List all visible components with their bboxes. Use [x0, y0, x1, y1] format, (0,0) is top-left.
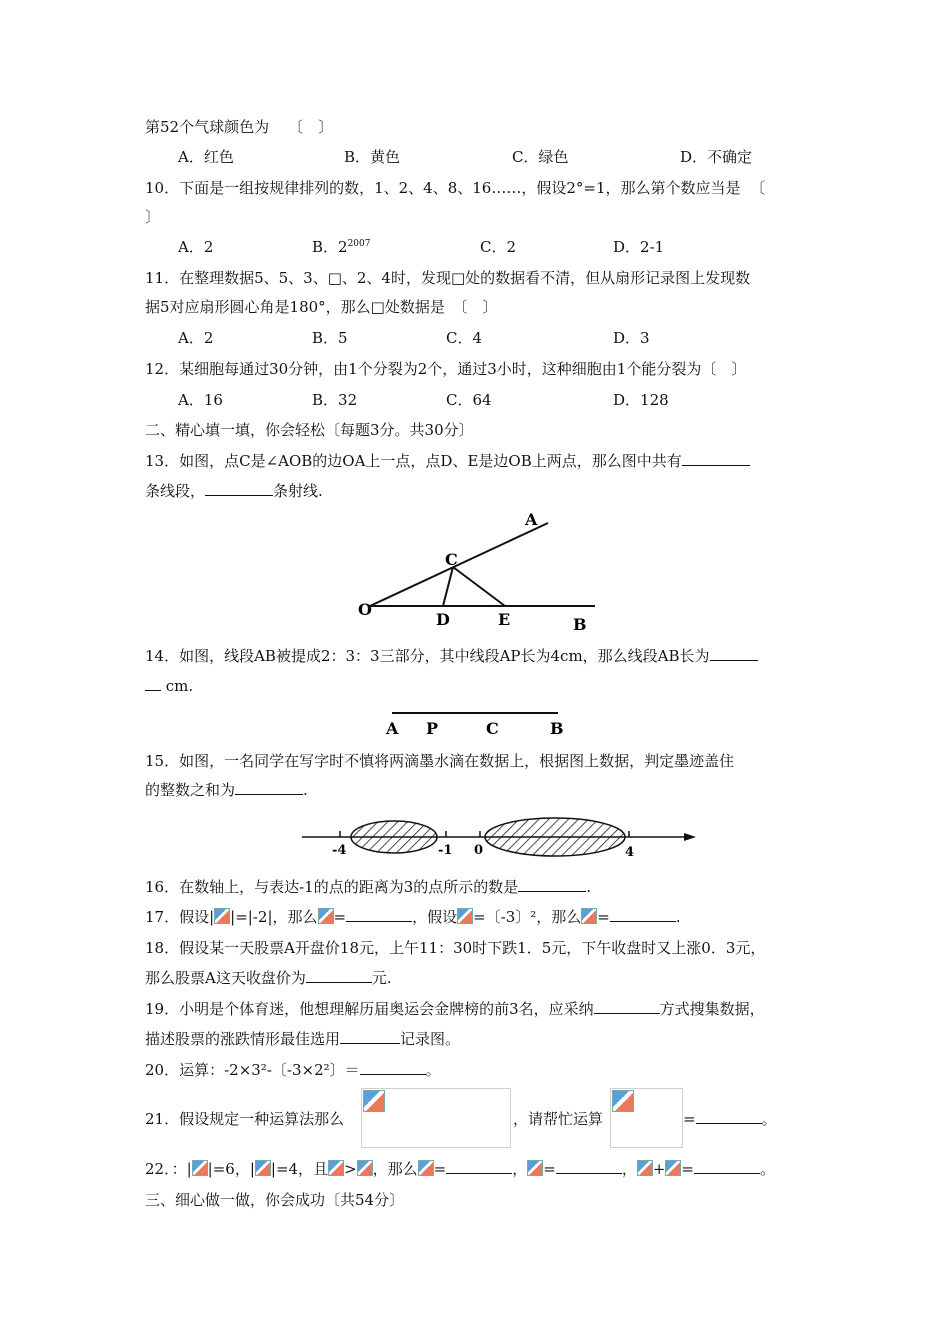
- fig15-tick-0: 0: [474, 843, 484, 858]
- broken-image-icon: [581, 908, 597, 924]
- fig13-label-c: C: [445, 550, 458, 569]
- q21-expression-image: [610, 1088, 683, 1148]
- fig15-tick-neg1: -1: [438, 843, 453, 858]
- broken-image-icon: [318, 908, 334, 924]
- q14-blank-1b[interactable]: [145, 676, 161, 691]
- q19-blank-1[interactable]: [594, 999, 660, 1014]
- q13-line2: 条线段， 条射线.: [145, 482, 323, 500]
- q11-line1: 11．在整理数据5、5、3、□、2、4时，发现□处的数据看不清，但从扇形记录图上发现数: [145, 269, 751, 287]
- q14-blank-1a[interactable]: [710, 646, 758, 661]
- q15-blank[interactable]: [235, 780, 303, 795]
- q21-blank[interactable]: [696, 1109, 762, 1124]
- broken-image-icon: [665, 1160, 681, 1176]
- q10-stem: 10．下面是一组按规律排列的数，1、2、4、8、16……，假设2°=1，那么第个数应当是 〔: [145, 179, 766, 197]
- broken-image-icon: [255, 1160, 271, 1176]
- q9-option-a: A．红色: [178, 148, 234, 166]
- broken-image-icon: [418, 1160, 434, 1176]
- q21-text-2: ，请帮忙运算: [513, 1110, 604, 1128]
- q13-blank-1[interactable]: [682, 451, 750, 466]
- q9-stem: 第52个气球颜色为 〔 〕: [145, 118, 334, 136]
- q17-blank-1[interactable]: [346, 907, 412, 922]
- q13-line1: 13．如图，点C是∠AOB的边OA上一点，点D、E是边OB上两点，那么图中共有: [145, 451, 750, 471]
- fig13-label-o: O: [358, 600, 372, 619]
- q12-option-d: D．128: [613, 391, 669, 409]
- q11-option-d: D．3: [613, 329, 650, 347]
- section-3-heading: 三、细心做一做，你会成功〔共54分〕: [145, 1191, 405, 1209]
- q9-option-d: D．不确定: [680, 148, 753, 166]
- q10-option-a: A．2: [178, 238, 214, 256]
- ink-blot-right: [485, 818, 625, 856]
- q18-blank[interactable]: [306, 968, 372, 983]
- fig14-label-a: A: [386, 719, 399, 738]
- q22-blank-2[interactable]: [556, 1159, 622, 1174]
- q11-option-b: B．5: [312, 329, 348, 347]
- q11-option-a: A．2: [178, 329, 214, 347]
- q15-line1: 15．如图，一名同学在写字时不慎将两滴墨水滴在数据上，根据图上数据，判定墨迹盖住: [145, 752, 735, 770]
- q22-stem: 22．：| |=6，| |=4，且 > ，那么 = ， = ， + = 。: [145, 1160, 776, 1178]
- broken-image-icon: [214, 908, 230, 924]
- ink-blot-left: [351, 821, 437, 853]
- q12-option-c: C．64: [446, 391, 492, 409]
- q21-text-1: 21．假设规定一种运算法那么: [145, 1110, 345, 1128]
- broken-image-icon: [363, 1090, 385, 1112]
- broken-image-icon: [457, 908, 473, 924]
- fig13-label-d: D: [436, 610, 450, 629]
- q21-answer: = 。: [683, 1110, 777, 1128]
- fig14-label-b: B: [550, 719, 564, 738]
- q18-line2: 那么股票A这天收盘价为 元.: [145, 969, 392, 987]
- q12-stem: 12．某细胞每通过30分钟，由1个分裂为2个，通过3小时，这种细胞由1个能分裂为〔 〕: [145, 360, 747, 378]
- q9-option-b: B．黄色: [344, 148, 401, 166]
- q16-stem: 16．在数轴上，与表达-1的点的距离为3的点所示的数是 .: [145, 878, 592, 896]
- q11-option-c: C．4: [446, 329, 483, 347]
- q13-angle-figure: [350, 508, 610, 634]
- q22-blank-1[interactable]: [446, 1159, 512, 1174]
- section-2-heading: 二、精心填一填，你会轻松〔每题3分。共30分〕: [145, 421, 474, 439]
- q10-option-d: D．2-1: [613, 238, 665, 256]
- q10-option-b: B．$2^{2007}$: [312, 238, 371, 256]
- q11-line2: 据5对应扇形圆心角是180°，那么□处数据是 〔 〕: [145, 298, 498, 316]
- q20-stem: 20．运算：-2×3²-〔-3×2²〕＝ 。: [145, 1061, 441, 1079]
- fig13-label-b: B: [573, 615, 587, 634]
- q19-blank-2[interactable]: [340, 1029, 400, 1044]
- q14-segment-figure: [380, 705, 580, 739]
- fig15-tick-4: 4: [625, 845, 635, 860]
- fig15-tick-neg4: -4: [332, 843, 347, 858]
- q12-option-b: B．32: [312, 391, 358, 409]
- q13-blank-2[interactable]: [205, 481, 273, 496]
- q22-blank-3[interactable]: [694, 1159, 760, 1174]
- fig13-label-e: E: [498, 610, 511, 629]
- q19-line1: 19．小明是个体育迷，他想理解历届奥运会金牌榜的前3名，应采纳 方式搜集数据，: [145, 1000, 765, 1018]
- broken-image-icon: [637, 1160, 653, 1176]
- broken-image-icon: [612, 1090, 634, 1112]
- broken-image-icon: [527, 1160, 543, 1176]
- q15-number-line: [298, 812, 703, 864]
- q10-option-c: C．2: [480, 238, 517, 256]
- fig14-label-c: C: [486, 719, 499, 738]
- broken-image-icon: [357, 1160, 373, 1176]
- q19-line2: 描述股票的涨跌情形最佳选用 记录图。: [145, 1030, 461, 1048]
- q17-blank-2[interactable]: [610, 907, 676, 922]
- q16-blank[interactable]: [518, 877, 586, 892]
- fig13-label-a: A: [525, 510, 538, 529]
- q10-paren-close: 〕: [145, 208, 161, 226]
- q15-line2: 的整数之和为 .: [145, 781, 308, 799]
- q18-line1: 18．假设某一天股票A开盘价18元，上午11：30时下跌1．5元，下午收盘时又上涨0．3元，: [145, 939, 766, 957]
- q20-blank[interactable]: [360, 1060, 426, 1075]
- q14-line2: cm.: [145, 676, 193, 696]
- broken-image-icon: [192, 1160, 208, 1176]
- q17-stem: 17．假设| |=|-2|，那么 = ，假设 =〔-3〕²，那么 = .: [145, 908, 681, 926]
- broken-image-icon: [328, 1160, 344, 1176]
- q14-line1: 14．如图，线段AB被提成2：3：3三部分，其中线段AP长为4cm，那么线段AB长为: [145, 646, 758, 666]
- q21-formula-image: [361, 1088, 511, 1148]
- q9-option-c: C．绿色: [512, 148, 569, 166]
- q12-option-a: A．16: [178, 391, 223, 409]
- fig14-label-p: P: [426, 719, 439, 738]
